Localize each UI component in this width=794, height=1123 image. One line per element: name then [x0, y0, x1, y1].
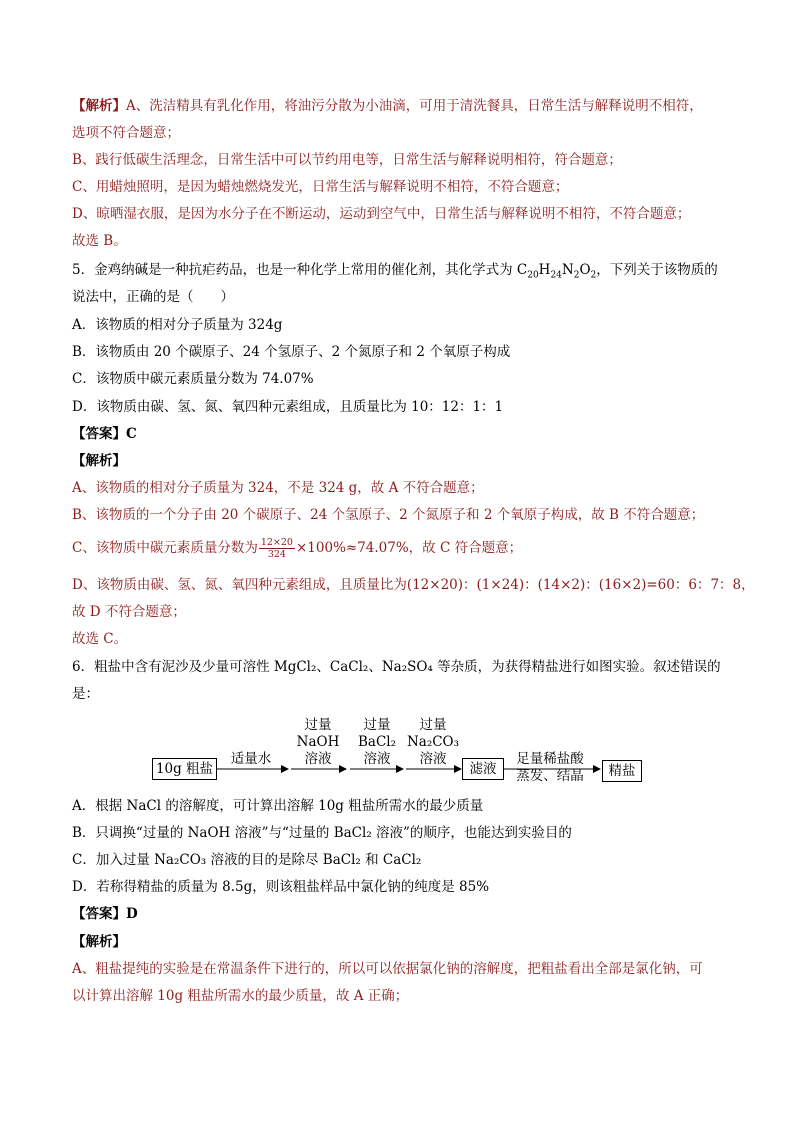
q6-analysis-a-line1: A、粗盐提纯的实验是在常温条件下进行的，所以可以依据氯化钠的溶解度，把粗盐看出全部是氯化钠，可 [72, 961, 703, 977]
q6-stem-line2: 是： [72, 686, 99, 702]
q5-analysis-a: A、该物质的相对分子质量为 324，不是 324 g，故 A 不符合题意； [72, 480, 484, 496]
flow-start-box: 10g 粗盐 [152, 758, 217, 780]
flow-filtrate-box: 滤液 [462, 758, 504, 780]
flow-step1-label: 适量水 [230, 751, 272, 767]
fraction: $\frac{12\times 20}{324}$ [260, 537, 293, 560]
q4-analysis-a-line2: 选项不符合题意； [72, 125, 180, 141]
q5-answer: 【答案】C [72, 426, 137, 442]
flow-end-box: 精盐 [602, 760, 642, 782]
q6-analysis-tag: 【解析】 [72, 934, 126, 950]
analysis-tag: 【解析】 [72, 98, 126, 114]
q5-option-a: A．该物质的相对分子质量为 324g [72, 317, 283, 333]
q5-stem-line1: 5．金鸡纳碱是一种抗疟药品，也是一种化学上常用的催化剂，其化学式为 $C_{20}H_{24}N_2O_2$，下列关于该物质的 [72, 262, 718, 281]
q5-analysis-d-line2: 故 D 不符合题意； [72, 604, 186, 620]
q4-conclusion: 故选 B。 [72, 233, 127, 249]
flow-step3-label: 过量 BaCl₂ 溶液 [357, 717, 397, 767]
flow-step2-label: 过量 NaOH 溶液 [296, 717, 340, 767]
q6-stem-line1: 6．粗盐中含有泥沙及少量可溶性 MgCl₂、CaCl₂、Na₂SO₄ 等杂质，为获得精盐进行如图实验。叙述错误的 [72, 659, 721, 675]
q4-analysis-c: C、用蜡烛照明，是因为蜡烛燃烧发光，日常生活与解释说明不相符，不符合题意； [72, 179, 569, 195]
q5-analysis-c: C、该物质中碳元素质量分数为 $\frac{12\times 20}{324}$ ×100%≈74.07%，故 C 符合题意； [72, 537, 523, 560]
flow-step5-label: 足量稀盐酸 蒸发、结晶 [516, 751, 584, 784]
q6-option-a: A．根据 NaCl 的溶解度，可计算出溶解 10g 粗盐所需水的最少质量 [72, 798, 484, 814]
q6-analysis-a-line2: 以计算出溶解 10g 粗盐所需水的最少质量，故 A 正确； [72, 988, 409, 1004]
q5-option-c: C．该物质中碳元素质量分数为 74.07% [72, 371, 314, 387]
q6-answer: 【答案】D [72, 906, 138, 922]
q6-option-c: C．加入过量 Na₂CO₃ 溶液的目的是除尽 BaCl₂ 和 CaCl₂ [72, 852, 422, 868]
q6-option-b: B．只调换“过量的 NaOH 溶液”与“过量的 BaCl₂ 溶液”的顺序，也能达到实验目的 [72, 825, 572, 841]
q5-analysis-tag: 【解析】 [72, 453, 126, 469]
q5-option-b: B．该物质由 20 个碳原子、24 个氢原子、2 个氮原子和 2 个氧原子构成 [72, 344, 511, 360]
q5-analysis-d-line1: D、该物质由碳、氢、氮、氧四种元素组成，且质量比为(12×20)：(1×24)：(14×2)：(16×2)=60：6：7：8， [72, 577, 755, 593]
q4-analysis-d: D、晾晒湿衣服，是因为水分子在不断运动，运动到空气中，日常生活与解释说明不相符，不符合题意； [72, 206, 691, 222]
q4-analysis-b: B、践行低碳生活理念，日常生活中可以节约用电等，日常生活与解释说明相符，符合题意； [72, 152, 622, 168]
q6-option-d: D．若称得精盐的质量为 8.5g，则该粗盐样品中氯化钠的纯度是 85% [72, 879, 490, 895]
q5-option-d: D．该物质由碳、氢、氮、氧四种元素组成，且质量比为 10：12：1：1 [72, 399, 504, 415]
q5-analysis-b: B、该物质的一个分子由 20 个碳原子、24 个氢原子、2 个氮原子和 2 个氧原子构成，故 B 不符合题意； [72, 507, 705, 523]
q4-analysis-a-line1: 【解析】A、洗洁精具有乳化作用，将油污分散为小油滴，可用于清洗餐具，日常生活与解释说明不相符， [72, 98, 703, 114]
q5-conclusion: 故选 C。 [72, 631, 128, 647]
q5-stem-line2: 说法中，正确的是（ ） [72, 289, 234, 305]
flow-step4-label: 过量 Na₂CO₃ 溶液 [406, 717, 460, 767]
